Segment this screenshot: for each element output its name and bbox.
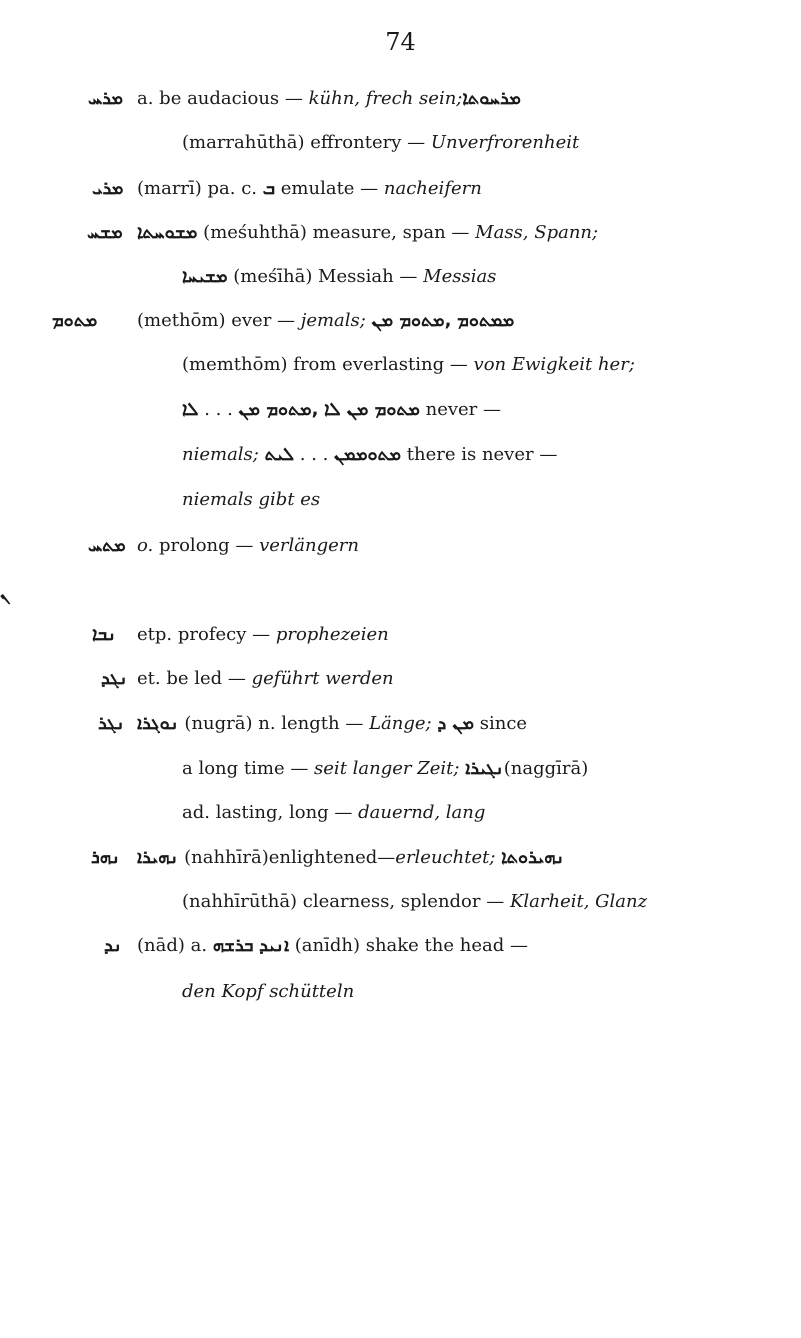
syriac-term: ܒ	[262, 178, 276, 199]
english-gloss: (nugrā) n. length —	[178, 713, 370, 734]
german-gloss: Messias	[423, 266, 497, 287]
entry-line	[137, 222, 598, 244]
english-gloss: ad. lasting, long —	[182, 802, 359, 823]
entry-line	[182, 981, 354, 1003]
german-gloss: kühn, frech sein;	[308, 88, 463, 109]
english-gloss: (anīdh) shake the head —	[289, 935, 528, 956]
entry-line	[137, 88, 521, 110]
entry-line	[182, 802, 485, 824]
english-gloss: emulate —	[275, 178, 384, 199]
entry-line	[137, 847, 564, 869]
english-gloss: (marrahūthā) effrontery —	[182, 132, 431, 153]
entry-line	[182, 266, 496, 288]
page-number: 74	[385, 28, 416, 56]
german-gloss: den Kopf schütteln	[182, 981, 355, 1002]
entry-line	[182, 399, 501, 421]
english-gloss: (marrī) pa. c.	[137, 178, 263, 199]
entry-line	[137, 624, 389, 646]
english-gloss: a. be audacious —	[137, 88, 309, 109]
english-gloss: there is never —	[401, 444, 558, 465]
english-gloss: (nahhīrūthā) clearness, splendor —	[182, 891, 510, 912]
german-gloss: seit langer Zeit;	[314, 758, 460, 779]
entry-lemma: ܡܪܝ	[92, 178, 124, 199]
english-gloss: . . .	[198, 399, 239, 420]
syriac-term: ܡܬܘܡ ܡܢ,	[238, 399, 319, 420]
german-gloss: Länge;	[369, 713, 432, 734]
english-gloss: never —	[419, 399, 502, 420]
entry-lemma: ܢܕ	[104, 935, 122, 956]
entry-line	[182, 354, 635, 376]
english-gloss: (methōm) ever —	[137, 310, 301, 331]
german-gloss: erleuchtet;	[395, 847, 496, 868]
entry-line	[137, 178, 482, 200]
english-gloss: (nahhīrā)enlightened—	[178, 847, 396, 868]
entry-lemma: ܡܪܚ	[88, 88, 124, 109]
entry-line	[137, 713, 527, 735]
syriac-term: ܡܪܚܘܬܐ	[462, 88, 521, 109]
syriac-term: ܢܗܝܪܘܬܐ	[501, 847, 565, 868]
german-gloss: niemals;	[182, 444, 259, 465]
entry-lemma: ܢܓܪ	[98, 713, 125, 734]
syriac-term: ܡܡܬܘܡ	[457, 310, 515, 331]
syriac-term: ܠܝܬ	[264, 444, 295, 465]
syriac-term: ܡܬܘܡܡܢ	[334, 444, 402, 465]
entry-line	[182, 489, 320, 511]
letter-heading: ܢ	[0, 583, 10, 604]
german-gloss: nacheifern	[383, 178, 482, 199]
syriac-term: ܢܘܓܪܐ	[137, 713, 179, 734]
german-gloss: von Ewigkeit her;	[473, 354, 635, 375]
english-gloss: et. be led —	[137, 668, 252, 689]
german-gloss: niemals gibt es	[182, 489, 321, 510]
entry-lemma: ܢܗܪ	[91, 847, 121, 868]
entry-line	[137, 668, 394, 690]
english-gloss: a long time —	[182, 758, 315, 779]
english-gloss: (naggīrā)	[503, 758, 589, 779]
entry-lemma: ܡܫܚ	[87, 222, 123, 243]
syriac-term: ܡܬܘܡ ܡܢ ܠܐ	[324, 399, 420, 420]
entry-lemma: ܢܓܕ	[101, 668, 128, 689]
syriac-term: ܠܐ	[182, 399, 199, 420]
english-gloss: (meśuhthā) measure, span —	[197, 222, 476, 243]
english-gloss: since	[474, 713, 528, 734]
entry-line	[137, 310, 514, 332]
syriac-term: ܡܢ ܕ	[437, 713, 475, 734]
english-gloss: prolong —	[153, 535, 260, 556]
english-gloss: (nād) a.	[137, 935, 213, 956]
german-gloss: prophezeien	[275, 624, 389, 645]
syriac-term: ܡܫܝܚܐ	[182, 266, 228, 287]
german-gloss: geführt werden	[251, 668, 394, 689]
entry-line	[137, 935, 528, 957]
english-gloss: (memthōm) from everlasting —	[182, 354, 474, 375]
entry-line	[182, 132, 579, 154]
entry-line	[137, 535, 359, 557]
entry-line	[182, 758, 588, 780]
syriac-term: ܢܓܝܪܐ	[465, 758, 504, 779]
syriac-term: ܒܪܫܗ	[212, 935, 254, 956]
english-gloss: etp. profecy —	[137, 624, 276, 645]
entry-lemma: ܡܬܚ	[88, 535, 126, 556]
entry-line	[182, 891, 647, 913]
syriac-term: ܡܫܘܚܬܐ	[137, 222, 198, 243]
entry-line	[182, 444, 557, 466]
english-gloss: . . .	[294, 444, 335, 465]
german-gloss: jemals;	[300, 310, 366, 331]
syriac-term: ܢܗܝܪܐ	[137, 847, 179, 868]
german-gloss: o.	[137, 535, 154, 556]
german-gloss: dauernd, lang	[358, 802, 486, 823]
syriac-term: ܡܬܘܡ ܡܢ,	[371, 310, 452, 331]
german-gloss: Klarheit, Glanz	[509, 891, 648, 912]
entry-lemma: ܡܬܘܡ	[52, 310, 98, 331]
german-gloss: Unverfrorenheit	[430, 132, 580, 153]
english-gloss: (meśīhā) Messiah —	[227, 266, 424, 287]
entry-lemma: ܢܒܐ	[92, 624, 117, 645]
german-gloss: Mass, Spann;	[475, 222, 599, 243]
syriac-term: ܐܢܝܕ	[259, 935, 290, 956]
german-gloss: verlängern	[259, 535, 359, 556]
